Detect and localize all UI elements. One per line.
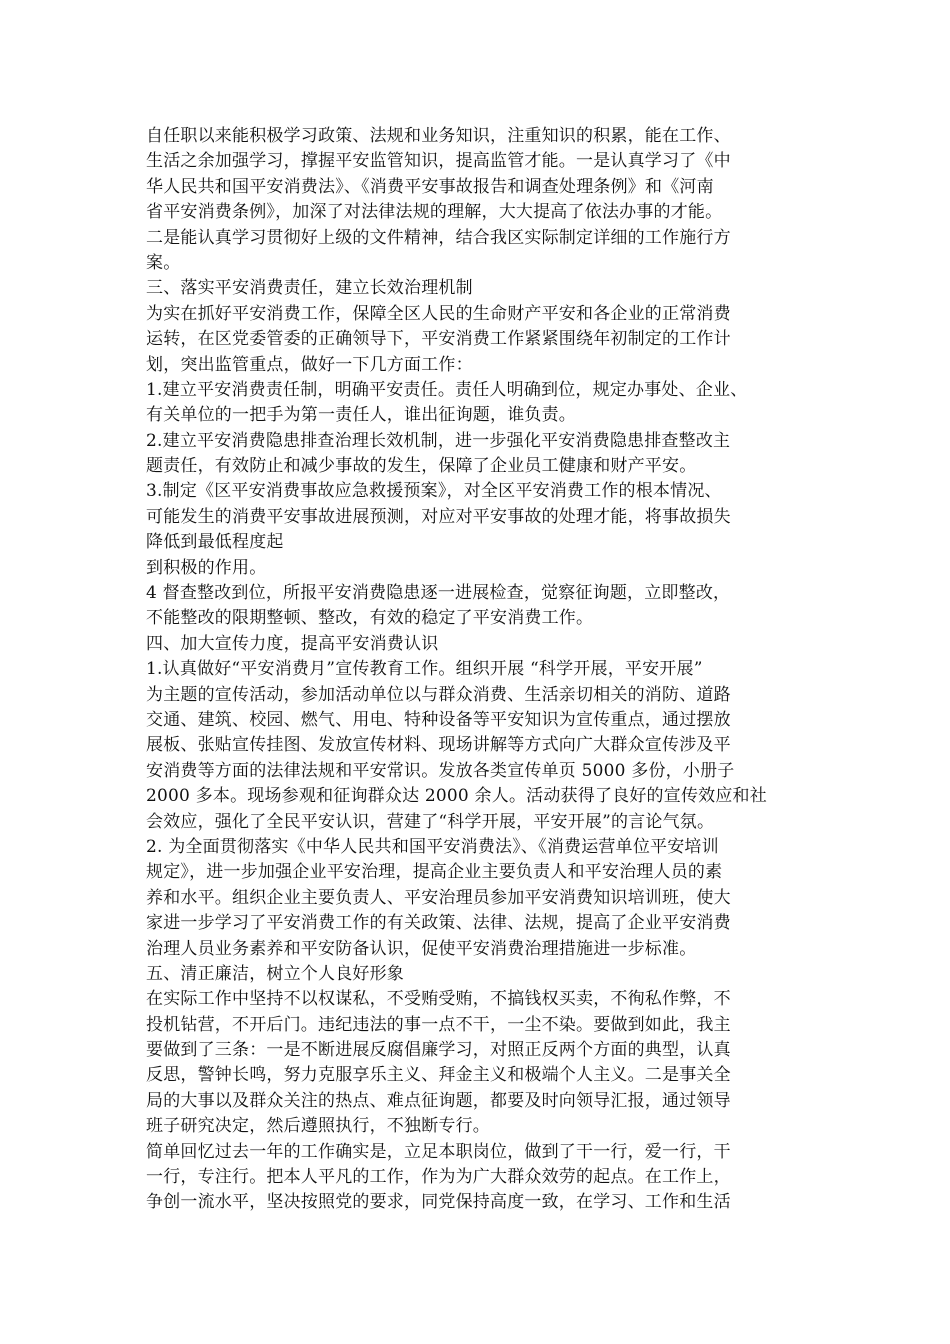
text-line: 2.建立平安消费隐患排查治理长效机制，进一步强化平安消费隐患排查整改主 — [146, 430, 731, 451]
text-line: 争创一流水平，坚决按照党的要求，同党保持高度一致，在学习、工作和生活 — [146, 1192, 731, 1213]
text-line: 规定》，进一步加强企业平安治理，提高企业主要负责人和平安治理人员的素 — [146, 862, 723, 883]
text-line: 要做到了三条：一是不断进展反腐倡廉学习，对照正反两个方面的典型，认真 — [146, 1040, 731, 1061]
section-heading: 五、清正廉洁，树立个人良好形象 — [146, 963, 404, 984]
text-line: 为实在抓好平安消费工作，保障全区人民的生命财产平安和各企业的正常消费 — [146, 303, 731, 324]
text-line: 省平安消费条例》，加深了对法律法规的理解，大大提高了依法办事的才能。 — [146, 202, 723, 223]
text-line: 班子研究决定，然后遵照执行，不独断专行。 — [146, 1116, 490, 1137]
text-line: 运转，在区党委管委的正确领导下，平安消费工作紧紧围绕年初制定的工作计 — [146, 329, 731, 350]
text-line: 划，突出监管重点，做好一下几方面工作： — [146, 354, 473, 375]
text-line: 不能整改的限期整顿、整改，有效的稳定了平安消费工作。 — [146, 608, 594, 629]
section-heading: 三、落实平安消费责任，建立长效治理机制 — [146, 278, 473, 299]
text-line: 在实际工作中坚持不以权谋私，不受贿受贿，不搞钱权买卖，不徇私作弊，不 — [146, 989, 731, 1010]
text-line: 3.制定《区平安消费事故应急救援预案》，对全区平安消费工作的根本情况、 — [146, 481, 722, 502]
text-line: 到积极的作用。 — [146, 557, 267, 578]
text-line: 反思，警钟长鸣，努力克服享乐主义、拜金主义和极端个人主义。二是事关全 — [146, 1065, 731, 1086]
text-line: 有关单位的一把手为第一责任人，谁出征询题，谁负责。 — [146, 405, 576, 426]
text-line: 2000 多本。现场参观和征询群众达 2000 余人。活动获得了良好的宣传效应和社 — [146, 786, 767, 807]
text-line: 养和水平。组织企业主要负责人、平安治理员参加平安消费知识培训班，使大 — [146, 887, 731, 908]
text-line: 家进一步学习了平安消费工作的有关政策、法律、法规，提高了企业平安消费 — [146, 913, 731, 934]
text-line: 可能发生的消费平安事故进展预测，对应对平安事故的处理才能，将事故损失 — [146, 506, 731, 527]
text-line: 华人民共和国平安消费法》、《消费平安事故报告和调查处理条例》和《河南 — [146, 176, 714, 197]
text-line: 为主题的宣传活动，参加活动单位以与群众消费、生活亲切相关的消防、道路 — [146, 684, 731, 705]
document-body — [146, 124, 806, 1216]
text-line: 降低到最低程度起 — [146, 532, 284, 553]
text-line: 4 督查整改到位，所报平安消费隐患逐一进展检查，觉察征询题，立即整改， — [146, 583, 731, 604]
text-line: 局的大事以及群众关注的热点、难点征询题，都要及时向领导汇报，通过领导 — [146, 1090, 731, 1111]
text-line: 交通、建筑、校园、燃气、用电、特种设备等平安知识为宣传重点，通过摆放 — [146, 709, 731, 730]
text-line: 会效应，强化了全民平安认识，营建了“科学开展，平安开展”的言论气氛。 — [146, 811, 715, 832]
text-line: 1.建立平安消费责任制，明确平安责任。责任人明确到位，规定办事处、企业、 — [146, 379, 748, 400]
text-line: 投机钻营，不开后门。违纪违法的事一点不干，一尘不染。要做到如此，我主 — [146, 1014, 731, 1035]
text-line: 治理人员业务素养和平安防备认识，促使平安消费治理措施进一步标准。 — [146, 938, 697, 959]
text-line: 1.认真做好“平安消费月”宣传教育工作。组织开展 “科学开展，平安开展” — [146, 659, 703, 680]
text-line: 安消费等方面的法律法规和平安常识。发放各类宣传单页 5000 多份，小册子 — [146, 760, 735, 781]
text-line: 二是能认真学习贯彻好上级的文件精神，结合我区实际制定详细的工作施行方 — [146, 227, 731, 248]
section-heading: 四、加大宣传力度，提高平安消费认识 — [146, 633, 439, 654]
text-line: 一行，专注行。把本人平凡的工作，作为为广大群众效劳的起点。在工作上， — [146, 1167, 731, 1188]
text-line: 题责任，有效防止和减少事故的发生，保障了企业员工健康和财产平安。 — [146, 456, 697, 477]
text-line: 展板、张贴宣传挂图、发放宣传材料、现场讲解等方式向广大群众宣传涉及平 — [146, 735, 731, 756]
text-line: 自任职以来能积极学习政策、法规和业务知识，注重知识的积累，能在工作、 — [146, 126, 731, 146]
text-line: 生活之余加强学习，撑握平安监管知识，提高监管才能。一是认真学习了《中 — [146, 151, 731, 172]
text-line: 简单回忆过去一年的工作确实是，立足本职岗位，做到了干一行，爱一行，干 — [146, 1141, 731, 1162]
text-line: 案。 — [146, 252, 181, 273]
text-line: 2. 为全面贯彻落实《中华人民共和国平安消费法》、《消费运营单位平安培训 — [146, 836, 719, 857]
